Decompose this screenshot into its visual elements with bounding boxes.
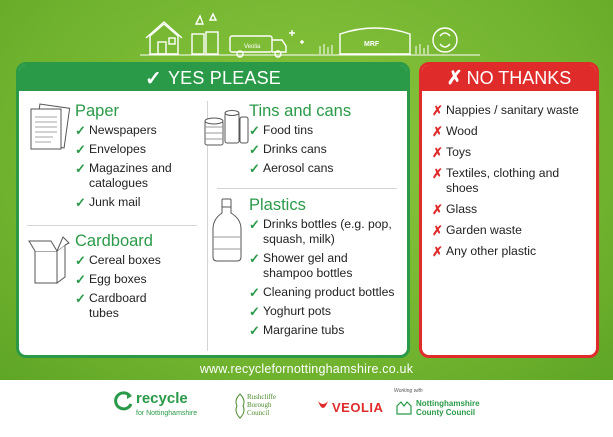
cardboard-heading: Cardboard (75, 232, 153, 250)
recycling-scene-illustration (140, 10, 480, 64)
cardboard-box-icon (27, 233, 71, 285)
tick-icon: ✓ (249, 161, 260, 176)
list-item: ✓ Food tins (249, 123, 314, 138)
list-item: ✓ Margarine tubs (249, 323, 345, 338)
tick-icon: ✓ (75, 142, 86, 157)
recycle-subtitle: for Nottinghamshire (136, 410, 198, 417)
cross-icon: ✗ (432, 145, 443, 160)
list-item: ✗ Nappies / sanitary waste (432, 103, 579, 118)
cardboard-section (75, 231, 205, 325)
rushcliffe-logo (233, 390, 297, 426)
recycle-logo (114, 388, 214, 428)
list-item: ✗ Glass (432, 202, 478, 217)
list-item: ✗ Toys (432, 145, 472, 160)
cross-icon: ✗ (446, 67, 463, 89)
list-item: ✓ Cleaning product bottles (249, 285, 395, 300)
list-item: ✓ Newspapers (75, 123, 157, 138)
yes-please-header (19, 65, 407, 91)
ncc-line1: Nottinghamshire (416, 399, 480, 408)
list-item: ✓ Yoghurt pots (249, 304, 331, 319)
recycle-word: recycle (136, 390, 188, 407)
no-thanks-title: NO THANKS (466, 67, 572, 88)
tick-icon: ✓ (249, 123, 260, 138)
council-crest-icon (233, 392, 247, 420)
tins-and-cans-section (249, 101, 409, 180)
tins-heading: Tins and cans (249, 102, 352, 120)
tick-icon: ✓ (75, 161, 86, 176)
tick-icon: ✓ (75, 195, 86, 210)
list-item: ✗ Any other plastic (432, 244, 537, 259)
ncc-line2: County Council (416, 408, 476, 417)
paper-heading: Paper (75, 102, 120, 120)
list-item: ✓ Envelopes (75, 142, 146, 157)
plastics-section (249, 195, 410, 342)
list-item: ✗ Wood (432, 124, 478, 139)
website-url: www.recyclefornottinghamshire.co.uk (199, 362, 414, 376)
tick-icon: ✓ (249, 142, 260, 157)
yes-please-panel (16, 62, 410, 358)
truck-label: Veolia (244, 44, 261, 50)
paper-section (75, 101, 205, 214)
no-thanks-header (422, 65, 596, 91)
divider-left (27, 225, 197, 226)
list-item: ✓ Shower gel and shampoo bottles (249, 251, 353, 280)
tick-icon: ✓ (249, 285, 260, 300)
cross-icon: ✗ (432, 166, 443, 181)
cross-icon: ✗ (432, 223, 443, 238)
divider-right (217, 188, 397, 189)
list-item: ✗ Garden waste (432, 223, 522, 238)
list-item: ✓ Junk mail (75, 195, 141, 210)
cross-icon: ✗ (432, 103, 443, 118)
cross-icon: ✗ (432, 202, 443, 217)
tick-icon: ✓ (144, 67, 162, 90)
working-with-label: Working with (394, 388, 423, 394)
veolia-icon (316, 399, 330, 415)
cross-icon: ✗ (432, 124, 443, 139)
list-item: ✓ Magazines and catalogues (75, 161, 172, 190)
plastics-heading: Plastics (249, 196, 306, 214)
tick-icon: ✓ (249, 251, 260, 266)
tick-icon: ✓ (75, 291, 86, 306)
paper-icon (27, 103, 73, 153)
mrf-label: MRF (364, 41, 380, 48)
tick-icon: ✓ (249, 323, 260, 338)
list-item: ✗ Textiles, clothing and shoes (432, 166, 560, 195)
tin-can-icon (203, 107, 249, 147)
no-thanks-panel (419, 62, 599, 358)
veolia-logo: VEOLIA (316, 397, 384, 419)
county-crest-icon (394, 398, 414, 418)
yes-please-title: YES PLEASE (167, 67, 282, 88)
tick-icon: ✓ (75, 123, 86, 138)
cross-icon: ✗ (432, 244, 443, 259)
tick-icon: ✓ (75, 272, 86, 287)
tick-icon: ✓ (249, 217, 260, 232)
rushcliffe-text: Rushcliffe Borough Council (247, 393, 277, 417)
plastic-bottle-icon (209, 197, 245, 263)
list-item: ✓ Aerosol cans (249, 161, 334, 176)
list-item: ✓ Drinks cans (249, 142, 327, 157)
nottinghamshire-county-council-logo (390, 388, 500, 428)
list-item: ✓ Egg boxes (75, 272, 147, 287)
tick-icon: ✓ (249, 304, 260, 319)
list-item: ✓ Drinks bottles (e.g. pop, squash, milk) (249, 217, 392, 246)
list-item: ✓ Cardboard tubes (75, 291, 147, 320)
list-item: ✓ Cereal boxes (75, 253, 161, 268)
recycle-icon (114, 390, 134, 412)
footer (0, 380, 613, 437)
tick-icon: ✓ (75, 253, 86, 268)
